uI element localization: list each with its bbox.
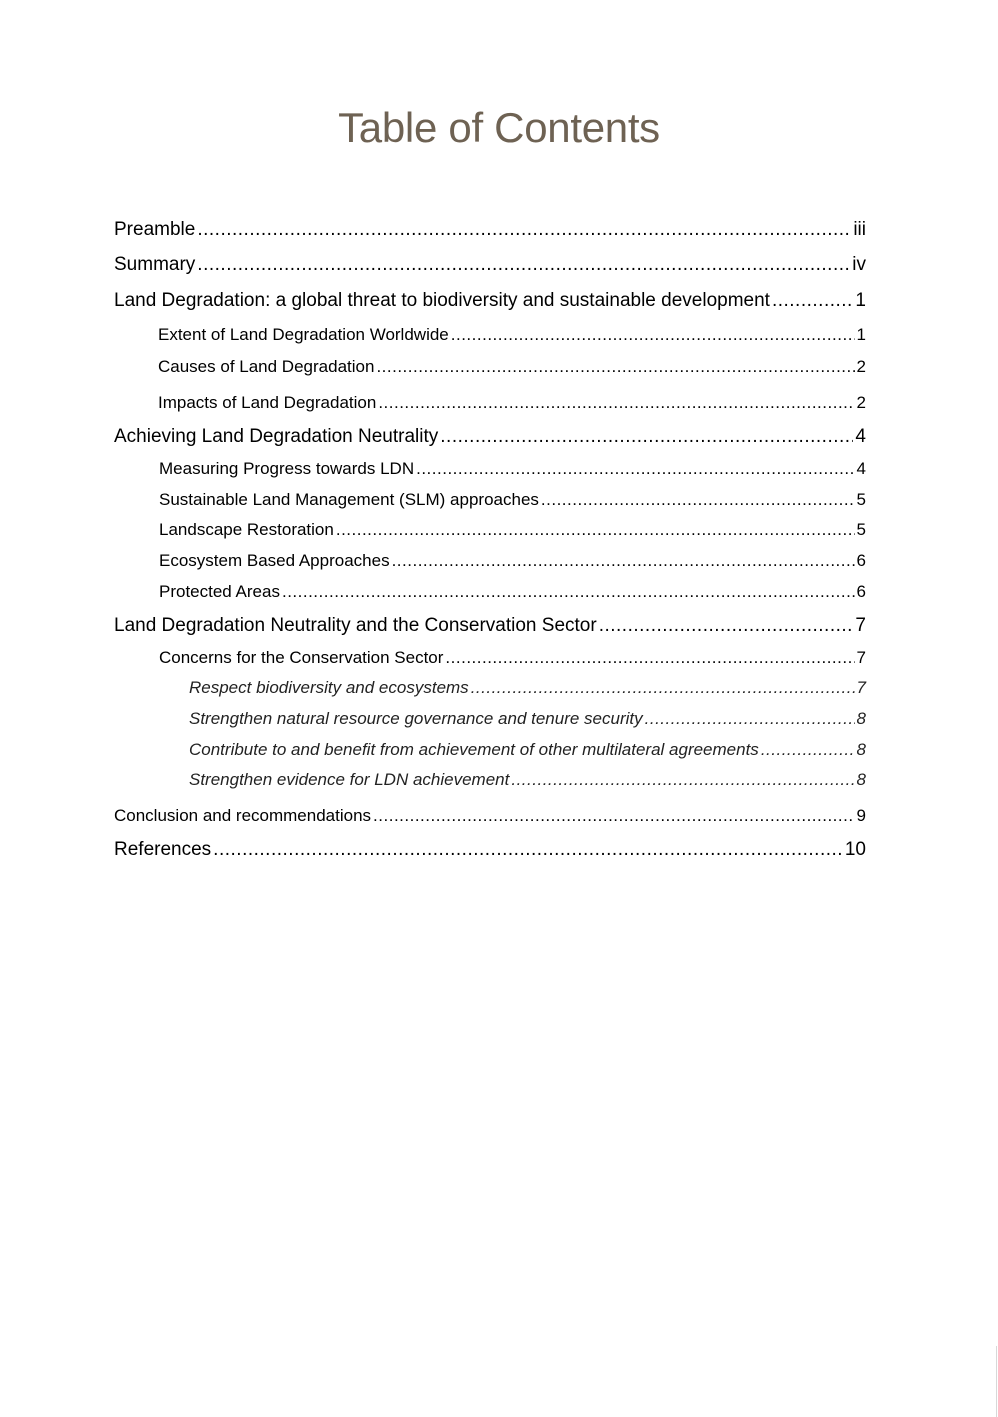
toc-entry-label: Respect biodiversity and ecosystems [189, 678, 469, 697]
toc-entry-references[interactable] [114, 838, 866, 862]
toc-entry-label: Protected Areas [159, 582, 280, 601]
toc-entry-label: Summary [114, 254, 196, 275]
toc-entry-page: 5 [856, 490, 866, 509]
page-title: Table of Contents [338, 104, 660, 151]
toc-entry-page: 9 [856, 806, 866, 825]
toc-entry-concerns-conservation-sector[interactable] [159, 646, 866, 670]
toc-entry-label: Extent of Land Degradation Worldwide [158, 325, 449, 344]
toc-leader [541, 488, 855, 512]
toc-entry-page: 8 [856, 770, 866, 789]
toc-entry-page: 7 [856, 678, 866, 697]
toc-leader [378, 391, 854, 415]
toc-entry-page: 6 [856, 551, 866, 570]
toc-entry-page: 6 [856, 582, 866, 601]
toc-entry-page: 8 [856, 709, 866, 728]
toc-entry-page: 2 [856, 393, 866, 412]
toc-entry-page: 8 [856, 740, 866, 759]
toc-leader [445, 646, 854, 670]
toc-entry-label: Preamble [114, 219, 196, 240]
toc-leader [373, 804, 854, 828]
toc-entry-label: Achieving Land Degradation Neutrality [114, 426, 439, 447]
toc-entry-label: Land Degradation: a global threat to biodiversity and sustainable development [114, 290, 770, 311]
toc-entry-ecosystem-based-approaches[interactable] [159, 549, 866, 573]
toc-entry-label: Conclusion and recommendations [114, 806, 372, 825]
toc-leader [197, 253, 850, 277]
toc-leader [471, 676, 855, 700]
toc-entry-label: Contribute to and benefit from achievement of other multilateral agreements [189, 740, 759, 759]
toc-entry-label: Landscape Restoration [159, 520, 334, 539]
toc-entry-preamble[interactable] [114, 218, 866, 242]
toc-entry-strengthen-governance[interactable] [189, 707, 866, 731]
toc-entry-achieving-ldn[interactable] [114, 425, 866, 449]
toc-entry-landscape-restoration[interactable] [159, 518, 866, 542]
toc-leader [376, 355, 854, 379]
toc-entry-strengthen-evidence[interactable] [189, 768, 866, 792]
toc-entry-causes-of-land-degradation[interactable] [158, 355, 866, 379]
toc-leader [213, 838, 843, 862]
toc-entry-label: References [114, 839, 212, 860]
toc-leader [197, 218, 851, 242]
toc-entry-page: iv [852, 254, 866, 275]
toc-leader [416, 457, 854, 481]
toc-leader [392, 549, 855, 573]
toc-entry-ldn-and-conservation-sector[interactable] [114, 614, 866, 638]
toc-entry-measuring-progress[interactable] [159, 457, 866, 481]
toc-entry-label: Impacts of Land Degradation [158, 393, 377, 412]
toc-entry-page: iii [853, 219, 866, 240]
toc-entry-label: Concerns for the Conservation Sector [159, 648, 444, 667]
toc-entry-label: Ecosystem Based Approaches [159, 551, 390, 570]
toc-entry-page: 7 [856, 648, 866, 667]
toc-entry-label: Causes of Land Degradation [158, 357, 375, 376]
toc-entry-label: Sustainable Land Management (SLM) approaches [159, 490, 539, 509]
toc-leader [599, 614, 854, 638]
toc-entry-page: 5 [856, 520, 866, 539]
toc-entry-land-degradation-global-threat[interactable] [114, 289, 866, 313]
toc-entry-page: 1 [855, 290, 866, 311]
toc-leader [645, 707, 855, 731]
toc-entry-protected-areas[interactable] [159, 580, 866, 604]
toc-leader [282, 580, 855, 604]
toc-entry-respect-biodiversity[interactable] [189, 676, 866, 700]
toc-entry-label: Land Degradation Neutrality and the Conservation Sector [114, 615, 597, 636]
toc-entry-page: 4 [855, 426, 866, 447]
toc-entry-impacts-of-land-degradation[interactable] [158, 391, 866, 415]
toc-leader [511, 768, 854, 792]
toc-leader [772, 289, 853, 313]
toc-entry-label: Strengthen natural resource governance and tenure security [189, 709, 643, 728]
toc-entry-page: 7 [855, 615, 866, 636]
toc-entry-extent-of-land-degradation[interactable] [158, 323, 866, 347]
toc-leader [761, 738, 855, 762]
toc-entry-contribute-multilateral[interactable] [189, 738, 866, 762]
toc-entry-page: 1 [856, 325, 866, 344]
toc-entry-page: 10 [844, 839, 866, 860]
toc-entry-slm-approaches[interactable] [159, 488, 866, 512]
toc-entry-label: Measuring Progress towards LDN [159, 459, 415, 478]
page-edge-mark [996, 1346, 997, 1417]
toc-leader [336, 518, 855, 542]
toc-entry-page: 4 [856, 459, 866, 478]
toc-entry-label: Strengthen evidence for LDN achievement [189, 770, 510, 789]
toc-entry-summary[interactable] [114, 253, 866, 277]
toc-entry-conclusion[interactable] [114, 804, 866, 828]
toc-leader [440, 425, 853, 449]
toc-entry-page: 2 [856, 357, 866, 376]
toc-leader [451, 323, 855, 347]
